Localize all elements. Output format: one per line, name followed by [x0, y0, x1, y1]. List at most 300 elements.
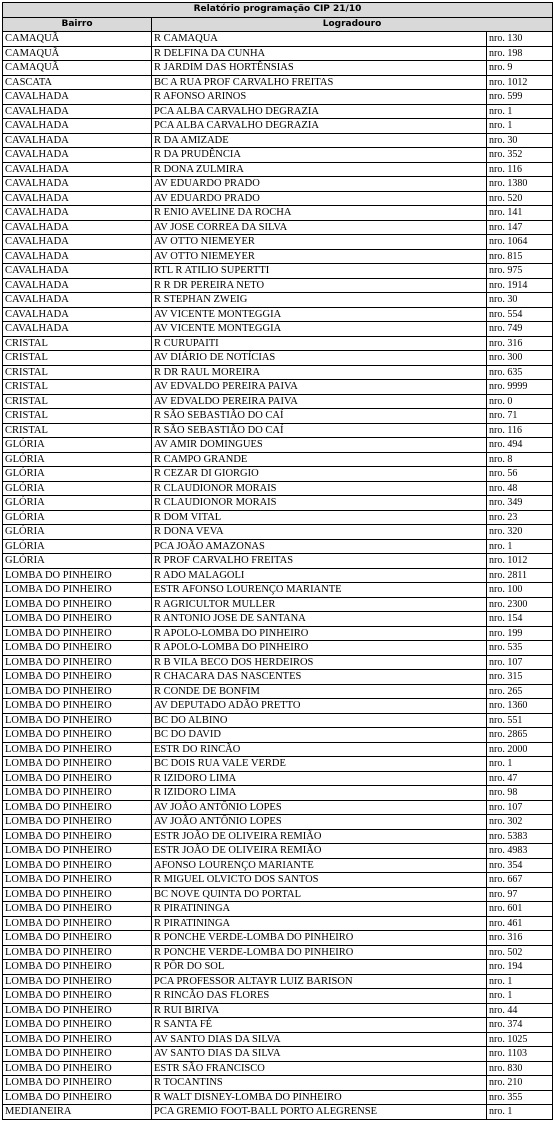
table-row — [3, 713, 553, 728]
cell-bairro: CRISTAL — [3, 409, 152, 424]
cell-logradouro: ESTR JOÃO DE OLIVEIRA REMIÃO — [152, 829, 487, 844]
cell-bairro: CAMAQUÃ — [3, 61, 152, 76]
cell-bairro: CAMAQUÃ — [3, 46, 152, 61]
cell-logradouro: PCA ALBA CARVALHO DEGRAZIA — [152, 119, 487, 134]
cell-bairro: CAVALHADA — [3, 191, 152, 206]
cell-bairro: LOMBA DO PINHEIRO — [3, 829, 152, 844]
cell-logradouro: ESTR SÃO FRANCISCO — [152, 1061, 487, 1076]
cell-numero: nro. 300 — [487, 351, 553, 366]
cell-bairro: CAVALHADA — [3, 162, 152, 177]
cell-numero: nro. 535 — [487, 641, 553, 656]
cell-numero: nro. 194 — [487, 960, 553, 975]
header-row — [3, 17, 553, 32]
cell-logradouro: AV JOÃO ANTÔNIO LOPES — [152, 815, 487, 830]
cell-logradouro: R PONCHE VERDE-LOMBA DO PINHEIRO — [152, 931, 487, 946]
cell-numero: nro. 1012 — [487, 554, 553, 569]
table-row — [3, 684, 553, 699]
cell-numero: nro. 1103 — [487, 1047, 553, 1062]
cell-numero: nro. 1 — [487, 989, 553, 1004]
cell-logradouro: PCA PROFESSOR ALTAYR LUIZ BARISON — [152, 974, 487, 989]
table-row — [3, 206, 553, 221]
cell-logradouro: R SÃO SEBASTIÃO DO CAÍ — [152, 423, 487, 438]
table-row — [3, 757, 553, 772]
cell-numero: nro. 1 — [487, 757, 553, 772]
cell-numero: nro. 97 — [487, 887, 553, 902]
cell-numero: nro. 815 — [487, 249, 553, 264]
table-row — [3, 264, 553, 279]
table-row — [3, 75, 553, 90]
cell-logradouro: AFONSO LOURENÇO MARIANTE — [152, 858, 487, 873]
cell-numero: nro. 1380 — [487, 177, 553, 192]
column-header-logradouro: Logradouro — [152, 17, 553, 32]
cell-bairro: CAVALHADA — [3, 119, 152, 134]
table-row — [3, 1061, 553, 1076]
cell-numero: nro. 48 — [487, 481, 553, 496]
cell-numero: nro. 302 — [487, 815, 553, 830]
table-row — [3, 786, 553, 801]
cell-bairro: CAVALHADA — [3, 104, 152, 119]
cell-numero: nro. 1064 — [487, 235, 553, 250]
cell-numero: nro. 56 — [487, 467, 553, 482]
cell-logradouro: AV JOSE CORREA DA SILVA — [152, 220, 487, 235]
cell-numero: nro. 374 — [487, 1018, 553, 1033]
cell-numero: nro. 667 — [487, 873, 553, 888]
cell-numero: nro. 461 — [487, 916, 553, 931]
cell-numero: nro. 154 — [487, 612, 553, 627]
table-row — [3, 655, 553, 670]
cell-numero: nro. 599 — [487, 90, 553, 105]
cell-logradouro: R JARDIM DAS HORTÊNSIAS — [152, 61, 487, 76]
table-row — [3, 612, 553, 627]
cell-bairro: CAMAQUÃ — [3, 32, 152, 47]
cell-bairro: CAVALHADA — [3, 220, 152, 235]
table-row — [3, 467, 553, 482]
table-row — [3, 496, 553, 511]
cell-logradouro: RTL R ATILIO SUPERTTI — [152, 264, 487, 279]
cell-logradouro: AV EDUARDO PRADO — [152, 177, 487, 192]
cell-logradouro: R AGRICULTOR MULLER — [152, 597, 487, 612]
cell-numero: nro. 199 — [487, 626, 553, 641]
table-row — [3, 974, 553, 989]
cell-logradouro: PCA JOÃO AMAZONAS — [152, 539, 487, 554]
cell-bairro: CAVALHADA — [3, 249, 152, 264]
cell-bairro: CAVALHADA — [3, 206, 152, 221]
table-row — [3, 119, 553, 134]
cell-bairro: LOMBA DO PINHEIRO — [3, 945, 152, 960]
table-row — [3, 32, 553, 47]
cell-numero: nro. 23 — [487, 510, 553, 525]
table-row — [3, 220, 553, 235]
cell-logradouro: R IZIDORO LIMA — [152, 786, 487, 801]
cell-bairro: CAVALHADA — [3, 235, 152, 250]
cell-bairro: LOMBA DO PINHEIRO — [3, 931, 152, 946]
cell-bairro: GLÓRIA — [3, 510, 152, 525]
table-row — [3, 699, 553, 714]
table-row — [3, 539, 553, 554]
cell-numero: nro. 494 — [487, 438, 553, 453]
cell-bairro: GLÓRIA — [3, 481, 152, 496]
cell-numero: nro. 98 — [487, 786, 553, 801]
cell-logradouro: BC NOVE QUINTA DO PORTAL — [152, 887, 487, 902]
table-row — [3, 554, 553, 569]
cell-bairro: LOMBA DO PINHEIRO — [3, 612, 152, 627]
cell-bairro: CAVALHADA — [3, 322, 152, 337]
cell-logradouro: R DR RAUL MOREIRA — [152, 365, 487, 380]
table-row — [3, 46, 553, 61]
cell-numero: nro. 30 — [487, 293, 553, 308]
cell-bairro: LOMBA DO PINHEIRO — [3, 597, 152, 612]
cell-logradouro: R CAMPO GRANDE — [152, 452, 487, 467]
cell-numero: nro. 830 — [487, 1061, 553, 1076]
cell-logradouro: R DELFINA DA CUNHA — [152, 46, 487, 61]
table-row — [3, 90, 553, 105]
cell-numero: nro. 198 — [487, 46, 553, 61]
table-row — [3, 597, 553, 612]
cell-logradouro: R ADO MALAGOLI — [152, 568, 487, 583]
cell-bairro: GLÓRIA — [3, 539, 152, 554]
cell-logradouro: R PÔR DO SOL — [152, 960, 487, 975]
cell-logradouro: R IZIDORO LIMA — [152, 771, 487, 786]
cell-bairro: LOMBA DO PINHEIRO — [3, 771, 152, 786]
cell-bairro: CAVALHADA — [3, 90, 152, 105]
cell-bairro: CAVALHADA — [3, 133, 152, 148]
cell-numero: nro. 520 — [487, 191, 553, 206]
cell-numero: nro. 320 — [487, 525, 553, 540]
cell-numero: nro. 551 — [487, 713, 553, 728]
cell-bairro: CRISTAL — [3, 394, 152, 409]
cell-numero: nro. 107 — [487, 655, 553, 670]
table-row — [3, 148, 553, 163]
report-table — [2, 2, 553, 1120]
table-row — [3, 104, 553, 119]
cell-bairro: LOMBA DO PINHEIRO — [3, 1047, 152, 1062]
cell-bairro: LOMBA DO PINHEIRO — [3, 728, 152, 743]
table-row — [3, 380, 553, 395]
cell-bairro: LOMBA DO PINHEIRO — [3, 583, 152, 598]
cell-numero: nro. 71 — [487, 409, 553, 424]
cell-logradouro: R TOCANTINS — [152, 1076, 487, 1091]
cell-bairro: GLÓRIA — [3, 452, 152, 467]
cell-bairro: CRISTAL — [3, 336, 152, 351]
cell-logradouro: AV EDUARDO PRADO — [152, 191, 487, 206]
table-row — [3, 641, 553, 656]
table-row — [3, 1018, 553, 1033]
table-row — [3, 162, 553, 177]
table-row — [3, 409, 553, 424]
table-row — [3, 815, 553, 830]
cell-bairro: LOMBA DO PINHEIRO — [3, 1090, 152, 1105]
cell-logradouro: AV EDVALDO PEREIRA PAIVA — [152, 394, 487, 409]
cell-numero: nro. 749 — [487, 322, 553, 337]
cell-bairro: LOMBA DO PINHEIRO — [3, 626, 152, 641]
table-row — [3, 989, 553, 1004]
cell-numero: nro. 975 — [487, 264, 553, 279]
cell-logradouro: ESTR AFONSO LOURENÇO MARIANTE — [152, 583, 487, 598]
cell-numero: nro. 116 — [487, 162, 553, 177]
cell-logradouro: R CLAUDIONOR MORAIS — [152, 481, 487, 496]
cell-logradouro: BC DOIS RUA VALE VERDE — [152, 757, 487, 772]
cell-logradouro: R AFONSO ARINOS — [152, 90, 487, 105]
cell-logradouro: AV VICENTE MONTEGGIA — [152, 307, 487, 322]
cell-numero: nro. 130 — [487, 32, 553, 47]
cell-bairro: LOMBA DO PINHEIRO — [3, 655, 152, 670]
cell-bairro: LOMBA DO PINHEIRO — [3, 815, 152, 830]
cell-logradouro: AV DEPUTADO ADÃO PRETTO — [152, 699, 487, 714]
cell-bairro: LOMBA DO PINHEIRO — [3, 1061, 152, 1076]
cell-numero: nro. 8 — [487, 452, 553, 467]
cell-numero: nro. 30 — [487, 133, 553, 148]
table-row — [3, 452, 553, 467]
cell-numero: nro. 9 — [487, 61, 553, 76]
table-row — [3, 568, 553, 583]
cell-numero: nro. 1012 — [487, 75, 553, 90]
cell-numero: nro. 5383 — [487, 829, 553, 844]
table-row — [3, 525, 553, 540]
cell-bairro: LOMBA DO PINHEIRO — [3, 989, 152, 1004]
table-row — [3, 307, 553, 322]
table-row — [3, 1076, 553, 1091]
cell-numero: nro. 354 — [487, 858, 553, 873]
cell-logradouro: R CAMAQUA — [152, 32, 487, 47]
cell-logradouro: R RINCÃO DAS FLORES — [152, 989, 487, 1004]
cell-bairro: GLÓRIA — [3, 525, 152, 540]
cell-logradouro: R PIRATININGA — [152, 902, 487, 917]
cell-logradouro: AV EDVALDO PEREIRA PAIVA — [152, 380, 487, 395]
cell-bairro: CASCATA — [3, 75, 152, 90]
cell-logradouro: R SANTA FÉ — [152, 1018, 487, 1033]
cell-logradouro: R CEZAR DI GIORGIO — [152, 467, 487, 482]
table-row — [3, 931, 553, 946]
cell-numero: nro. 1 — [487, 119, 553, 134]
cell-logradouro: R ANTONIO JOSE DE SANTANA — [152, 612, 487, 627]
table-row — [3, 322, 553, 337]
cell-numero: nro. 2865 — [487, 728, 553, 743]
cell-numero: nro. 210 — [487, 1076, 553, 1091]
cell-bairro: GLÓRIA — [3, 554, 152, 569]
cell-logradouro: R APOLO-LOMBA DO PINHEIRO — [152, 641, 487, 656]
cell-numero: nro. 47 — [487, 771, 553, 786]
table-row — [3, 191, 553, 206]
cell-logradouro: AV OTTO NIEMEYER — [152, 249, 487, 264]
cell-bairro: CAVALHADA — [3, 177, 152, 192]
table-row — [3, 1047, 553, 1062]
cell-bairro: LOMBA DO PINHEIRO — [3, 1003, 152, 1018]
cell-numero: nro. 116 — [487, 423, 553, 438]
cell-bairro: LOMBA DO PINHEIRO — [3, 974, 152, 989]
cell-logradouro: R PONCHE VERDE-LOMBA DO PINHEIRO — [152, 945, 487, 960]
cell-numero: nro. 1360 — [487, 699, 553, 714]
cell-numero: nro. 1 — [487, 974, 553, 989]
cell-bairro: MEDIANEIRA — [3, 1105, 152, 1120]
cell-numero: nro. 2811 — [487, 568, 553, 583]
cell-logradouro: BC DO ALBINO — [152, 713, 487, 728]
cell-bairro: CAVALHADA — [3, 278, 152, 293]
cell-bairro: GLÓRIA — [3, 467, 152, 482]
cell-numero: nro. 1 — [487, 539, 553, 554]
table-row — [3, 235, 553, 250]
cell-bairro: LOMBA DO PINHEIRO — [3, 916, 152, 931]
table-row — [3, 887, 553, 902]
cell-numero: nro. 100 — [487, 583, 553, 598]
table-row — [3, 336, 553, 351]
cell-numero: nro. 355 — [487, 1090, 553, 1105]
cell-numero: nro. 44 — [487, 1003, 553, 1018]
cell-logradouro: R PIRATININGA — [152, 916, 487, 931]
cell-numero: nro. 1 — [487, 104, 553, 119]
cell-logradouro: AV VICENTE MONTEGGIA — [152, 322, 487, 337]
cell-bairro: LOMBA DO PINHEIRO — [3, 786, 152, 801]
table-row — [3, 960, 553, 975]
table-row — [3, 1032, 553, 1047]
table-row — [3, 278, 553, 293]
cell-logradouro: R RUI BIRIVA — [152, 1003, 487, 1018]
cell-numero: nro. 265 — [487, 684, 553, 699]
table-row — [3, 394, 553, 409]
table-row — [3, 1105, 553, 1120]
cell-bairro: LOMBA DO PINHEIRO — [3, 684, 152, 699]
cell-bairro: LOMBA DO PINHEIRO — [3, 960, 152, 975]
cell-logradouro: R PROF CARVALHO FREITAS — [152, 554, 487, 569]
cell-numero: nro. 1025 — [487, 1032, 553, 1047]
table-row — [3, 423, 553, 438]
cell-numero: nro. 315 — [487, 670, 553, 685]
table-row — [3, 945, 553, 960]
table-row — [3, 510, 553, 525]
cell-numero: nro. 2000 — [487, 742, 553, 757]
cell-bairro: LOMBA DO PINHEIRO — [3, 858, 152, 873]
cell-logradouro: AV SANTO DIAS DA SILVA — [152, 1032, 487, 1047]
cell-bairro: CRISTAL — [3, 365, 152, 380]
cell-logradouro: AV SANTO DIAS DA SILVA — [152, 1047, 487, 1062]
cell-numero: nro. 349 — [487, 496, 553, 511]
cell-bairro: CAVALHADA — [3, 307, 152, 322]
cell-bairro: CAVALHADA — [3, 264, 152, 279]
table-row — [3, 902, 553, 917]
report-title: Relatório programação CIP 21/10 — [3, 3, 553, 18]
table-row — [3, 351, 553, 366]
cell-logradouro: R ENIO AVELINE DA ROCHA — [152, 206, 487, 221]
cell-bairro: LOMBA DO PINHEIRO — [3, 1076, 152, 1091]
cell-bairro: LOMBA DO PINHEIRO — [3, 844, 152, 859]
cell-numero: nro. 352 — [487, 148, 553, 163]
cell-bairro: CAVALHADA — [3, 293, 152, 308]
table-row — [3, 626, 553, 641]
cell-logradouro: R CLAUDIONOR MORAIS — [152, 496, 487, 511]
cell-logradouro: R DA AMIZADE — [152, 133, 487, 148]
cell-logradouro: R R DR PEREIRA NETO — [152, 278, 487, 293]
table-row — [3, 583, 553, 598]
cell-numero: nro. 141 — [487, 206, 553, 221]
cell-logradouro: BC DO DAVID — [152, 728, 487, 743]
column-header-bairro: Bairro — [3, 17, 152, 32]
cell-logradouro: PCA ALBA CARVALHO DEGRAZIA — [152, 104, 487, 119]
cell-numero: nro. 4983 — [487, 844, 553, 859]
cell-logradouro: R CURUPAITI — [152, 336, 487, 351]
cell-logradouro: R DONA ZULMIRA — [152, 162, 487, 177]
table-row — [3, 742, 553, 757]
cell-numero: nro. 9999 — [487, 380, 553, 395]
table-row — [3, 670, 553, 685]
cell-bairro: CRISTAL — [3, 380, 152, 395]
cell-bairro: LOMBA DO PINHEIRO — [3, 713, 152, 728]
cell-bairro: LOMBA DO PINHEIRO — [3, 670, 152, 685]
cell-bairro: LOMBA DO PINHEIRO — [3, 902, 152, 917]
title-row — [3, 3, 553, 18]
cell-bairro: LOMBA DO PINHEIRO — [3, 800, 152, 815]
cell-bairro: CRISTAL — [3, 423, 152, 438]
cell-logradouro: ESTR JOÃO DE OLIVEIRA REMIÃO — [152, 844, 487, 859]
cell-logradouro: AV DIÁRIO DE NOTÍCIAS — [152, 351, 487, 366]
table-row — [3, 365, 553, 380]
cell-numero: nro. 554 — [487, 307, 553, 322]
table-row — [3, 293, 553, 308]
cell-numero: nro. 0 — [487, 394, 553, 409]
table-row — [3, 249, 553, 264]
table-row — [3, 858, 553, 873]
cell-logradouro: AV OTTO NIEMEYER — [152, 235, 487, 250]
table-row — [3, 1090, 553, 1105]
cell-numero: nro. 316 — [487, 931, 553, 946]
cell-bairro: GLÓRIA — [3, 438, 152, 453]
cell-bairro: LOMBA DO PINHEIRO — [3, 568, 152, 583]
table-row — [3, 800, 553, 815]
cell-logradouro: R STEPHAN ZWEIG — [152, 293, 487, 308]
table-row — [3, 133, 553, 148]
table-row — [3, 177, 553, 192]
cell-logradouro: PCA GREMIO FOOT-BALL PORTO ALEGRENSE — [152, 1105, 487, 1120]
cell-bairro: LOMBA DO PINHEIRO — [3, 1032, 152, 1047]
table-row — [3, 1003, 553, 1018]
table-row — [3, 916, 553, 931]
table-row — [3, 844, 553, 859]
cell-numero: nro. 2300 — [487, 597, 553, 612]
report-sheet — [2, 2, 552, 1120]
cell-logradouro: ESTR DO RINCÃO — [152, 742, 487, 757]
cell-logradouro: BC A RUA PROF CARVALHO FREITAS — [152, 75, 487, 90]
cell-numero: nro. 635 — [487, 365, 553, 380]
cell-bairro: LOMBA DO PINHEIRO — [3, 742, 152, 757]
cell-numero: nro. 502 — [487, 945, 553, 960]
cell-logradouro: R WALT DISNEY-LOMBA DO PINHEIRO — [152, 1090, 487, 1105]
cell-bairro: LOMBA DO PINHEIRO — [3, 1018, 152, 1033]
table-row — [3, 61, 553, 76]
cell-numero: nro. 316 — [487, 336, 553, 351]
table-row — [3, 728, 553, 743]
cell-bairro: LOMBA DO PINHEIRO — [3, 757, 152, 772]
table-row — [3, 438, 553, 453]
table-row — [3, 873, 553, 888]
cell-logradouro: R DA PRUDÊNCIA — [152, 148, 487, 163]
cell-logradouro: R CHACARA DAS NASCENTES — [152, 670, 487, 685]
cell-numero: nro. 107 — [487, 800, 553, 815]
cell-logradouro: R DONA VEVA — [152, 525, 487, 540]
cell-logradouro: AV JOÃO ANTÔNIO LOPES — [152, 800, 487, 815]
cell-logradouro: R MIGUEL OLVICTO DOS SANTOS — [152, 873, 487, 888]
cell-bairro: CRISTAL — [3, 351, 152, 366]
cell-bairro: LOMBA DO PINHEIRO — [3, 641, 152, 656]
cell-numero: nro. 147 — [487, 220, 553, 235]
cell-bairro: GLÓRIA — [3, 496, 152, 511]
cell-logradouro: R APOLO-LOMBA DO PINHEIRO — [152, 626, 487, 641]
cell-logradouro: AV AMIR DOMINGUES — [152, 438, 487, 453]
cell-bairro: LOMBA DO PINHEIRO — [3, 873, 152, 888]
cell-bairro: LOMBA DO PINHEIRO — [3, 887, 152, 902]
table-row — [3, 771, 553, 786]
cell-numero: nro. 1914 — [487, 278, 553, 293]
cell-logradouro: R SÃO SEBASTIÃO DO CAÍ — [152, 409, 487, 424]
cell-logradouro: R DOM VITAL — [152, 510, 487, 525]
cell-numero: nro. 601 — [487, 902, 553, 917]
